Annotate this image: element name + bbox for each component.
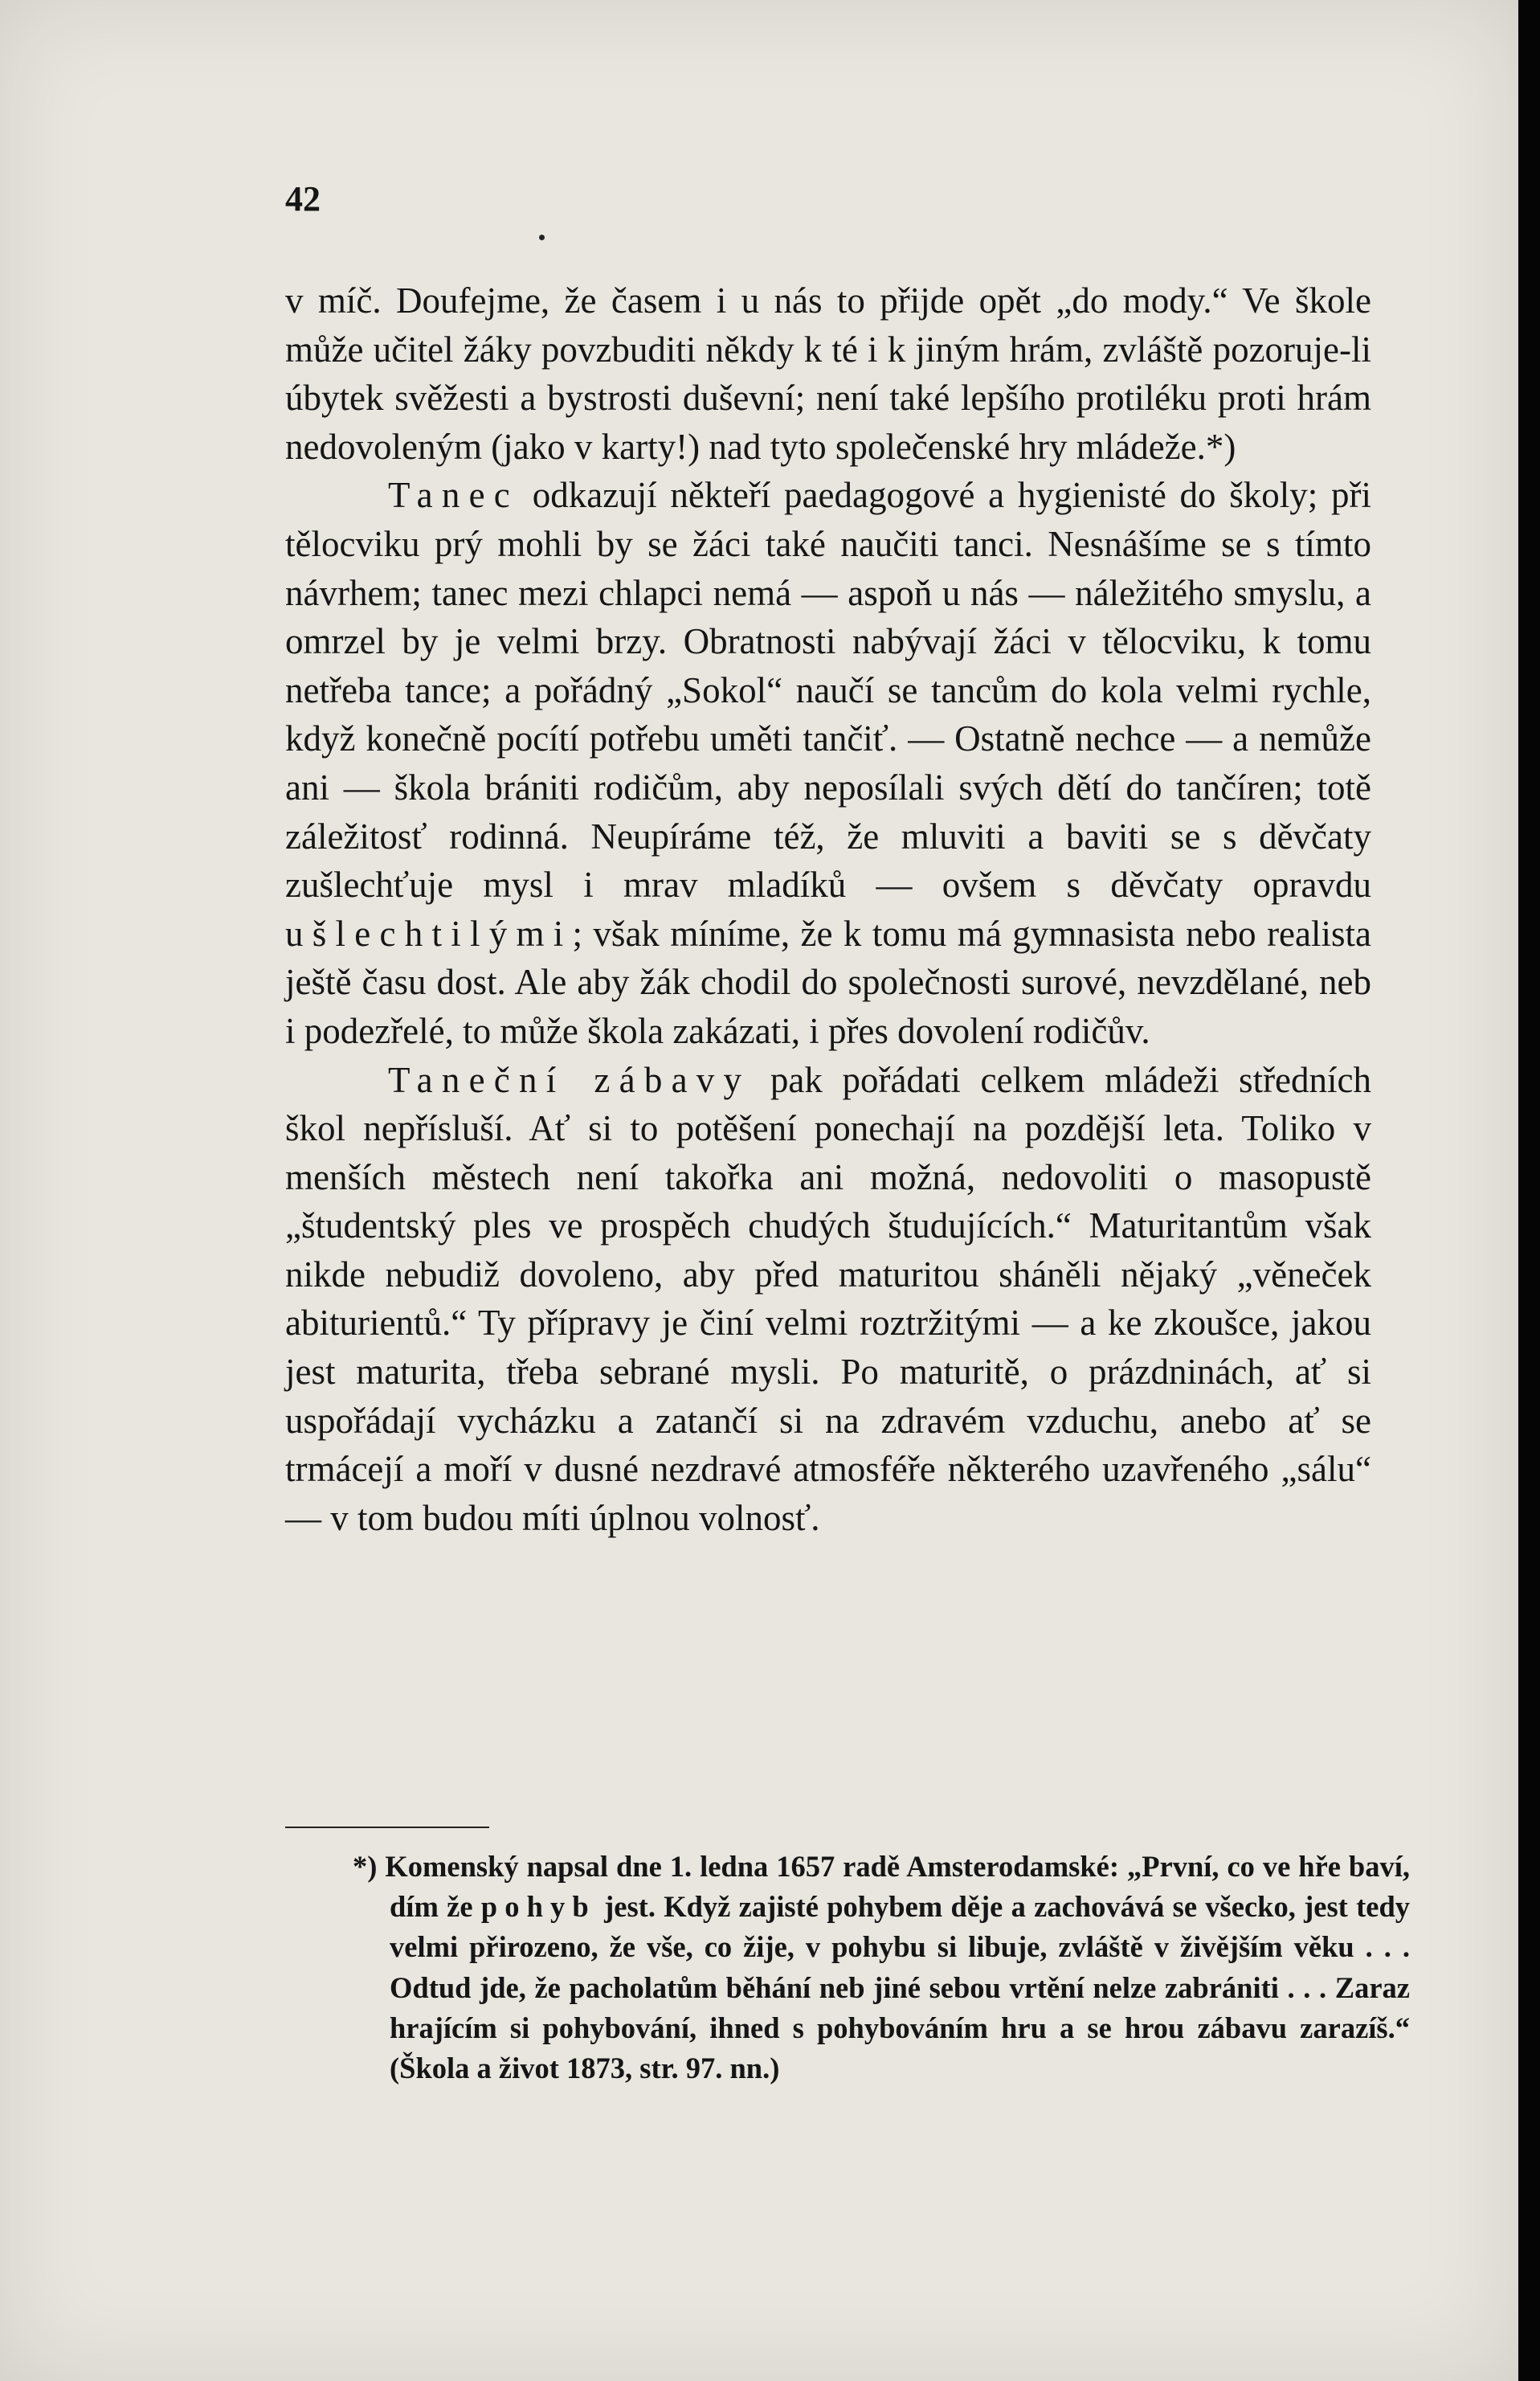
book-page: [285, 0, 1410, 2381]
paragraph-2-emphasis: Tanec: [388, 475, 520, 516]
scan-edge-border: [1518, 0, 1540, 2381]
footnote-text-b: jest. Když zajisté pohybem děje a zachovává se všecko, jest tedy velmi přirozeno, že vše, co žije, v pohybu si libuje, zvláště v živějším věku . . . Odtud jde, že pacholatům běhání neb jiné sebou vrtění nelze zabrániti . . . Zaraz hrajícím si pohybování, ihned s pohybováním hru a se hrou zábavu zarazíš.“ (Škola a život 1873, str. 97. nn.): [390, 1890, 1410, 2085]
paragraph-2-emphasis-mid: ušlechtilými: [285, 913, 573, 954]
paragraph-2: [285, 471, 1371, 1055]
paragraph-1: [285, 276, 1371, 471]
ink-speck: [539, 235, 545, 240]
page-number: 42: [285, 179, 321, 219]
paragraph-2-tail: ; však míníme, že k tomu má gymnasista nebo realista ještě času dost. Ale aby žák chodil do společnosti surové, nevzdělané, neb i podezřelé, to může škola zakázati, i přes dovolení rodičův.: [285, 913, 1371, 1051]
main-text: [285, 276, 1371, 1542]
footnote-separator: [285, 1827, 489, 1828]
paragraph-2-text: odkazují někteří paedagogové a hygienisté do školy; při tělocviku prý mohli by se žáci také naučiti tanci. Nesnášíme se s tímto návrhem; tanec mezi chlapci nemá — aspoň u nás — náležitého smyslu, a omrzel by je velmi brzy. Obratnosti nabývají žáci v tělocviku, k tomu netřeba tance; a pořádný „Sokol“ naučí se tancům do kola velmi rychle, když konečně pocítí potřebu uměti tančiť. — Ostatně nechce — a nemůže ani — škola brániti rodičům, aby neposílali svých dětí do tančíren; totě záležitosť rodinná. Neupíráme též, že mluviti a baviti se s děvčaty zušlechťuje mysl i mrav mladíků — ovšem s děvčaty opravdu: [285, 475, 1371, 906]
footnote: [353, 1847, 1410, 2088]
footnote-marker: *): [353, 1850, 378, 1883]
paragraph-3-text: pak pořádati celkem mládeži středních škol nepřísluší. Ať si to potěšení ponechají na pozdější leta. Toliko v menších městech není takořka ani možná, nedovoliti o masopustě „študentský ples ve prospěch chudých študujících.“ Maturitantům však nikde nebudiž dovoleno, aby před maturitou sháněli nějaký „věneček abiturientů.“ Ty přípravy je činí velmi roztržitými — a ke zkoušce, jakou jest maturita, třeba sebrané mysli. Po maturitě, o prázdninách, ať si uspořádají vycházku a zatančí si na zdravém vzduchu, anebo ať se trmácejí a moří v dusné nezdravé atmosféře některého uzavřeného „sálu“ — v tom budou míti úplnou volnosť.: [285, 1059, 1372, 1538]
footnote-text-a: Komenský napsal dne 1. ledna 1657 radě Amsterodamské: „První, co ve hře baví, dím že: [377, 1850, 1410, 1924]
footnote-emphasis: pohyb: [480, 1890, 596, 1924]
paragraph-3: [285, 1056, 1371, 1543]
paragraph-3-emphasis: Taneční zábavy: [388, 1059, 751, 1100]
paragraph-1-text: v míč. Doufejme, že časem i u nás to přijde opět „do mody.“ Ve škole může učitel žáky povzbuditi někdy k té i k jiným hrám, zvláště pozoruje-li úbytek svěžesti a bystrosti duševní; není také lepšího protiléku proti hrám nedovoleným (jako v karty!) nad tyto společenské hry mládeže.*): [285, 280, 1371, 467]
